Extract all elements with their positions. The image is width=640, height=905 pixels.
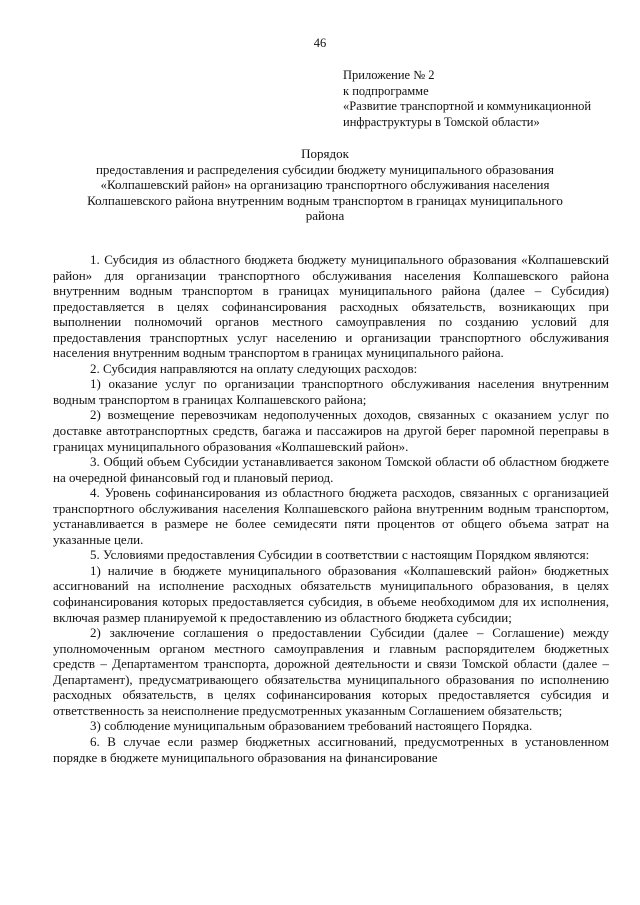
appendix-line: инфраструктуры в Томской области» [343, 114, 540, 129]
paragraph: 1) наличие в бюджете муниципального образования «Колпашевский район» бюджетных ассигнований на исполнение расходных обязательств муниципального образования, в целях софинансирования которых предоставляется субсидия, в объеме необходимом для их исполнения, включая размер планируемой к предоставлению из областного бюджета субсидии; [53, 562, 609, 625]
title-line: «Колпашевский район» на организацию транспортного обслуживания населения [100, 177, 550, 193]
title-heading: Порядок [301, 146, 349, 161]
title-line: Колпашевского района внутренним водным транспортом в границах муниципального [87, 192, 563, 208]
paragraph: 6. В случае если размер бюджетных ассигнований, предусмотренных в установленном порядке в бюджете муниципального образования на финансирование [53, 733, 609, 765]
paragraph: 1) оказание услуг по организации транспортного обслуживания населения внутренним водным транспортом в границах Колпашевского района; [53, 376, 609, 407]
paragraph: 5. Условиями предоставления Субсидии в соответствии с настоящим Порядком являются: [90, 547, 590, 563]
paragraph: 3) соблюдение муниципальным образованием требований настоящего Порядка. [90, 718, 533, 734]
appendix-line: к подпрограмме [343, 83, 429, 98]
paragraph: 1. Субсидия из областного бюджета бюджету муниципального образования «Колпашевский район» для организации транспортного обслуживания населения Колпашевского района внутренним водным транспортом в границах муниципального района (далее – Субсидия) предоставляется в целях софинансирования расходных обязательств, возникающих при выполнении полномочий органов местного самоуправления по созданию условий для предоставления транспортных услуг населению и организации транспортного обслуживания населения внутренним водным транспортом в границах муниципального района. [53, 252, 609, 361]
paragraph: 2) заключение соглашения о предоставлении Субсидии (далее – Соглашение) между уполномоченным органом местного самоуправления и главным распорядителем бюджетных средств – Департаментом транспорта, дорожной деятельности и связи Томской области (далее – Департамент), предусматривающего обязательства муниципального образования по исполнению расходных обязательств, в целях софинансирования которых предоставляется субсидия и ответственность за неисполнение предусмотренных указанным Соглашением обязательств; [53, 625, 609, 718]
document-body [53, 252, 609, 765]
title-line: района [305, 208, 345, 224]
title-line: предоставления и распределения субсидии бюджету муниципального образования [95, 161, 555, 177]
appendix-line: «Развитие транспортной и коммуникационной [343, 99, 592, 114]
paragraph: 4. Уровень софинансирования из областного бюджета расходов, связанных с организацией транспортного обслуживания населения Колпашевского района внутренним водным транспортом, устанавливается в размере не более семидесяти пяти процентов от общего объема затрат на указанные цели. [53, 485, 609, 547]
page-number: 46 [313, 36, 327, 50]
paragraph: 3. Общий объем Субсидии устанавливается законом Томской области об областном бюджете на очередной финансовый год и плановый период. [53, 454, 609, 485]
appendix-note [343, 68, 633, 130]
document-title [40, 146, 610, 224]
paragraph: 2. Субсидия направляются на оплату следующих расходов: [90, 360, 418, 376]
paragraph: 2) возмещение перевозчикам недополученных доходов, связанных с оказанием услуг по доставке автотранспортных средств, багажа и пассажиров на другой берег паромной переправы в границах муниципального образования «Колпашевский район». [53, 407, 609, 454]
appendix-line: Приложение № 2 [343, 68, 435, 82]
